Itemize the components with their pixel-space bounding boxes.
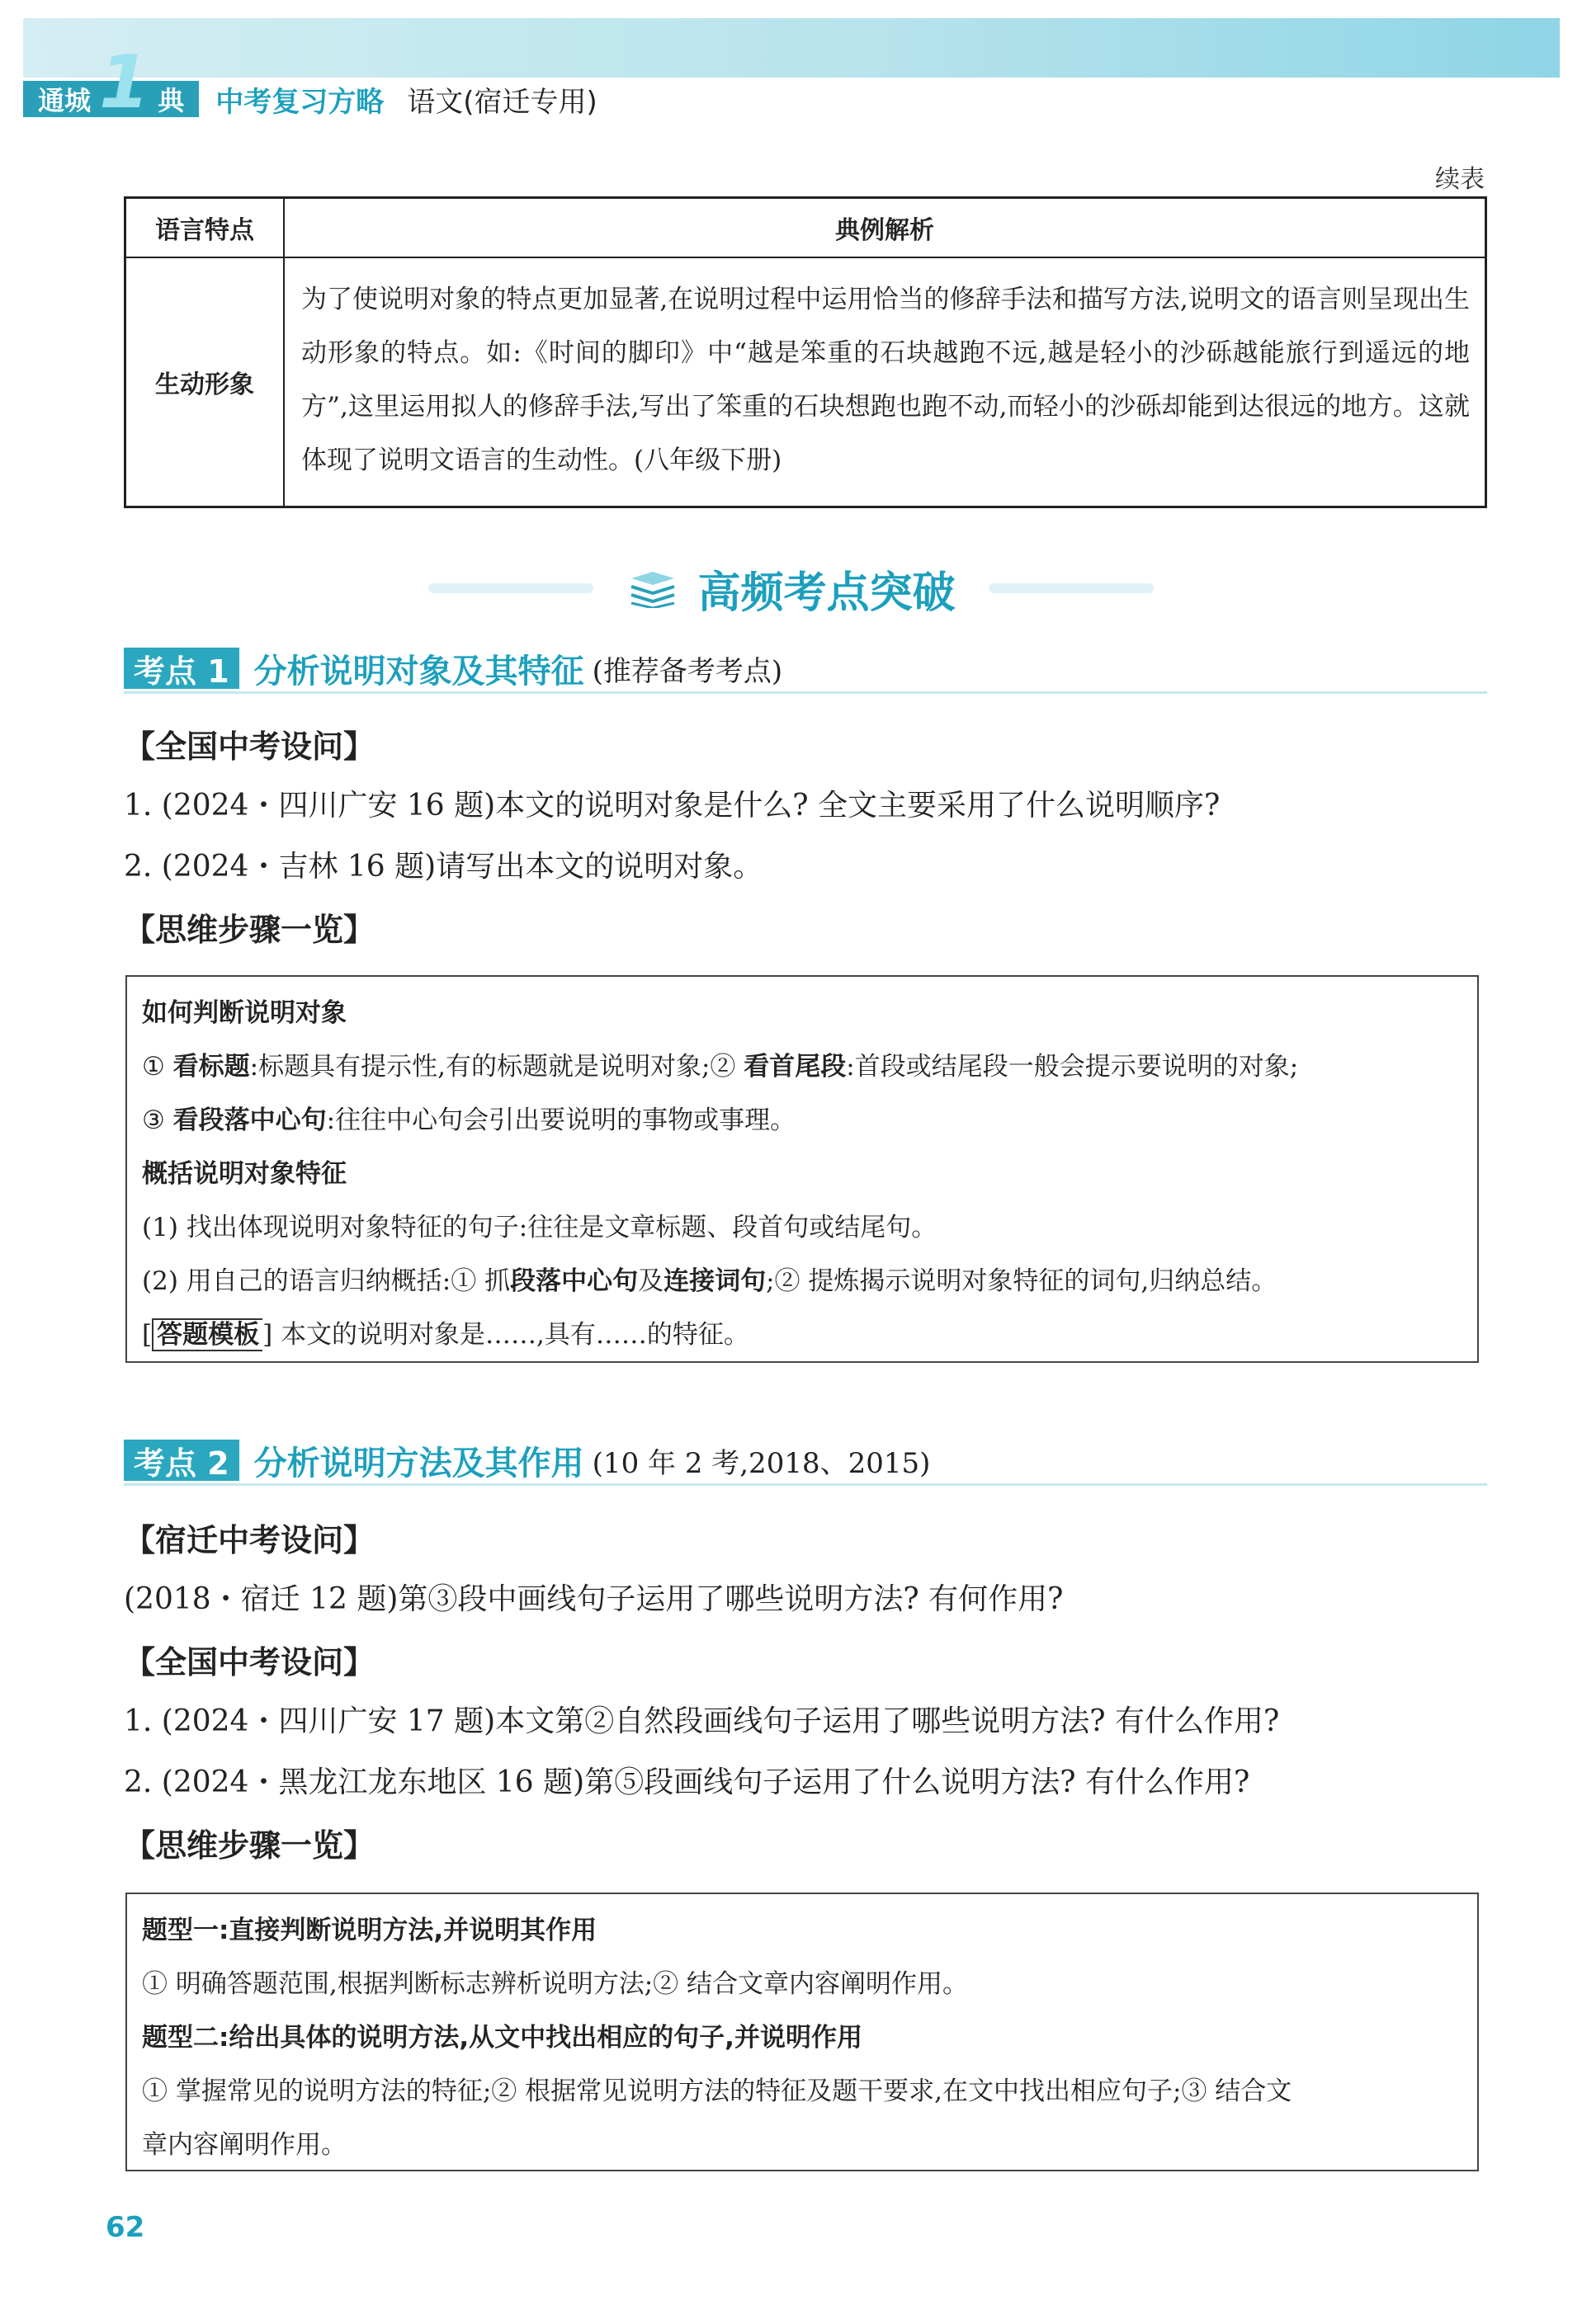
kd1-box-title-1: 如何判断说明对象 xyxy=(142,998,347,1028)
kd2-box-title-2: 题型二:给出具体的说明方法,从文中找出相应的句子,并说明作用 xyxy=(142,2023,862,2053)
kaodian-2-badge: 考点 2 xyxy=(124,1440,239,1481)
table-header-example: 典例解析 xyxy=(284,198,1486,258)
header-band xyxy=(23,18,1560,78)
kaodian-1-header xyxy=(124,645,1487,694)
kd1-box-template: [ 答题模板 ] 本文的说明对象是……,具有……的特征。 xyxy=(142,1320,749,1350)
book-tag-right: 典 xyxy=(158,85,185,116)
table-header-feature: 语言特点 xyxy=(125,198,285,258)
banner-deco-right xyxy=(989,583,1154,593)
kd1-steps-box xyxy=(125,975,1479,1363)
kaodian-1-note: (推荐备考考点) xyxy=(592,654,783,688)
kd2-box-line-2: ① 掌握常见的说明方法的特征;② 根据常见说明方法的特征及题干要求,在文中找出相应句子;③ 结合文 xyxy=(142,2077,1292,2106)
kd1-question-2: 2. (2024・吉林 16 题)请写出本文的说明对象。 xyxy=(124,850,763,884)
kd1-box-line-3: (1) 找出体现说明对象特征的句子:往往是文章标题、段首句或结尾句。 xyxy=(142,1213,937,1242)
kd2-box-line-1: ① 明确答题范围,根据判断标志辨析说明方法;② 结合文章内容阐明作用。 xyxy=(142,1969,969,1999)
page-number: 62 xyxy=(106,2211,145,2244)
kd2-question-suqian: (2018・宿迁 12 题)第③段中画线句子运用了哪些说明方法? 有何作用? xyxy=(124,1582,1064,1616)
kaodian-2-title: 分析说明方法及其作用 xyxy=(253,1444,584,1483)
kd2-question-2: 2. (2024・黑龙江龙东地区 16 题)第⑤段画线句子运用了什么说明方法? 有什么作用? xyxy=(124,1765,1250,1799)
banner-deco-left xyxy=(428,583,593,593)
kaodian-2-header xyxy=(124,1437,1487,1486)
table-row xyxy=(125,257,1486,507)
table-header-row xyxy=(125,198,1486,258)
kd1-question-1: 1. (2024・四川广安 16 题)本文的说明对象是什么? 全文主要采用了什么说明顺序? xyxy=(124,789,1221,823)
kd1-box-line-2: ③ 看段落中心句:往往中心句会引出要说明的事物或事理。 xyxy=(142,1105,796,1135)
kd1-subhead-national: 【全国中考设问】 xyxy=(124,728,375,765)
subject-title: 语文(宿迁专用) xyxy=(407,85,597,119)
language-feature-table xyxy=(124,196,1487,508)
kd1-subhead-steps: 【思维步骤一览】 xyxy=(124,912,375,948)
kd1-box-line-1: ① 看标题:标题具有提示性,有的标题就是说明对象;② 看首尾段:首段或结尾段一般会提示要说明的对象; xyxy=(142,1052,1299,1082)
book-stack-icon xyxy=(626,568,678,608)
kd2-steps-box xyxy=(125,1893,1479,2171)
table-row-text: 为了使说明对象的特点更加显著,在说明过程中运用恰当的修辞手法和描写方法,说明文的语言则呈现出生动形象的特点。如:《时间的脚印》中“越是笨重的石块越跑不远,越是轻小的沙砾越能旅行到遥远的地方”,这里运用拟人的修辞手法,写出了笨重的石块想跑也跑不动,而轻小的沙砾却能到达很远的地方。这就体现了说明文语言的生动性。(八年级下册) xyxy=(284,257,1486,507)
kd2-subhead-suqian: 【宿迁中考设问】 xyxy=(124,1522,375,1558)
series-title: 中考复习方略 xyxy=(215,85,385,119)
kd2-subhead-steps: 【思维步骤一览】 xyxy=(124,1827,375,1864)
table-row-label: 生动形象 xyxy=(125,257,285,507)
answer-template-tag: 答题模板 xyxy=(152,1318,262,1351)
kaodian-1-badge: 考点 1 xyxy=(124,648,239,689)
book-tag-number: 1 xyxy=(99,40,150,125)
kd2-box-line-3: 章内容阐明作用。 xyxy=(142,2130,347,2160)
answer-template-text: 本文的说明对象是……,具有……的特征。 xyxy=(281,1320,749,1350)
continue-label: 续表 xyxy=(1435,165,1485,194)
kd1-box-line-4: (2) 用自己的语言归纳概括:① 抓段落中心句及连接词句;② 提炼揭示说明对象特征的词句,归纳总结。 xyxy=(142,1266,1277,1296)
kd1-box-title-2: 概括说明对象特征 xyxy=(142,1159,347,1189)
kaodian-1-title: 分析说明对象及其特征 xyxy=(253,652,584,691)
kd2-question-1: 1. (2024・四川广安 17 题)本文第②自然段画线句子运用了哪些说明方法? 有什么作用? xyxy=(124,1704,1280,1738)
banner-title: 高频考点突破 xyxy=(697,568,956,618)
kd2-subhead-national: 【全国中考设问】 xyxy=(124,1644,375,1681)
book-tag xyxy=(23,40,199,125)
section-banner xyxy=(0,551,1582,625)
header-strip xyxy=(23,40,1560,125)
kd2-box-title-1: 题型一:直接判断说明方法,并说明其作用 xyxy=(142,1916,597,1945)
book-tag-left: 通城 xyxy=(38,85,92,116)
kaodian-2-note: (10 年 2 考,2018、2015) xyxy=(592,1446,931,1480)
